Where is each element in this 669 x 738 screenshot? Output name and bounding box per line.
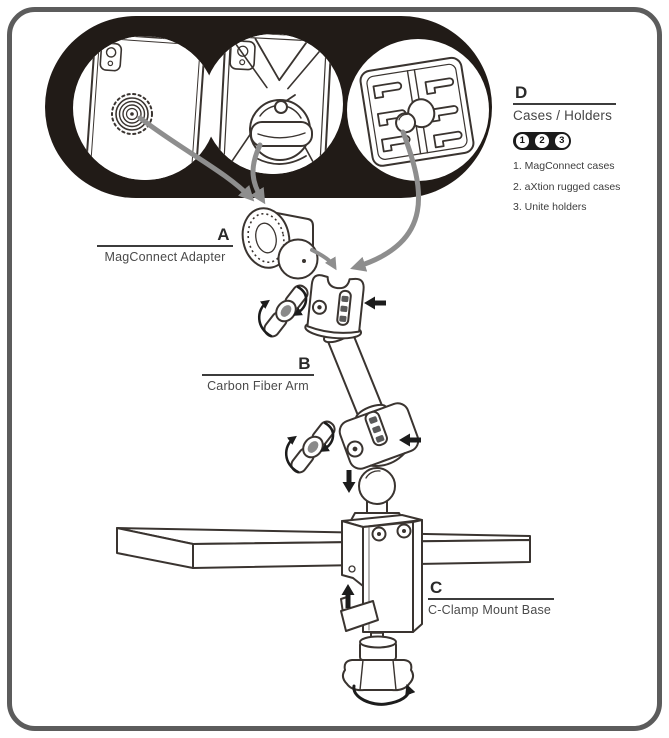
magconnect-adapter-illustration [237,204,317,279]
part-label-b [202,354,314,393]
case-list-item-2: 2. aXtion rugged cases [513,180,621,193]
clamp-body [341,515,422,632]
part-letter-d: D [513,83,616,105]
badge-2: 2 [535,134,549,148]
badge-1: 1 [516,134,530,148]
part-letter-b: B [202,354,314,376]
clamp-screw-knob [343,628,413,690]
c-clamp-illustration [341,468,422,690]
part-label-c [428,578,554,617]
part-caption-c: C-Clamp Mount Base [428,603,552,617]
upper-wing-knob [259,282,311,340]
badge-3: 3 [555,134,569,148]
axtion-case-illustration [218,31,331,182]
lower-wing-knob [286,418,338,476]
insert-arrow-down [343,470,356,493]
case-list-item-1: 1. MagConnect cases [513,160,615,172]
part-letter-a: A [97,225,233,247]
part-caption-a: MagConnect Adapter [104,250,226,264]
part-letter-c: C [428,578,554,600]
part-caption-b: Carbon Fiber Arm [207,379,309,393]
part-label-d [513,83,621,222]
part-label-a [97,225,233,264]
case-number-badges [513,132,571,150]
case-list-item-3: 3. Unite holders [513,201,587,213]
desk-board [117,528,530,568]
case-list [513,160,621,213]
unite-holder-illustration [359,56,475,167]
upper-arm-clamp [304,274,366,341]
part-caption-d: Cases / Holders [513,108,613,123]
press-arrow-upper-clamp [364,297,386,310]
